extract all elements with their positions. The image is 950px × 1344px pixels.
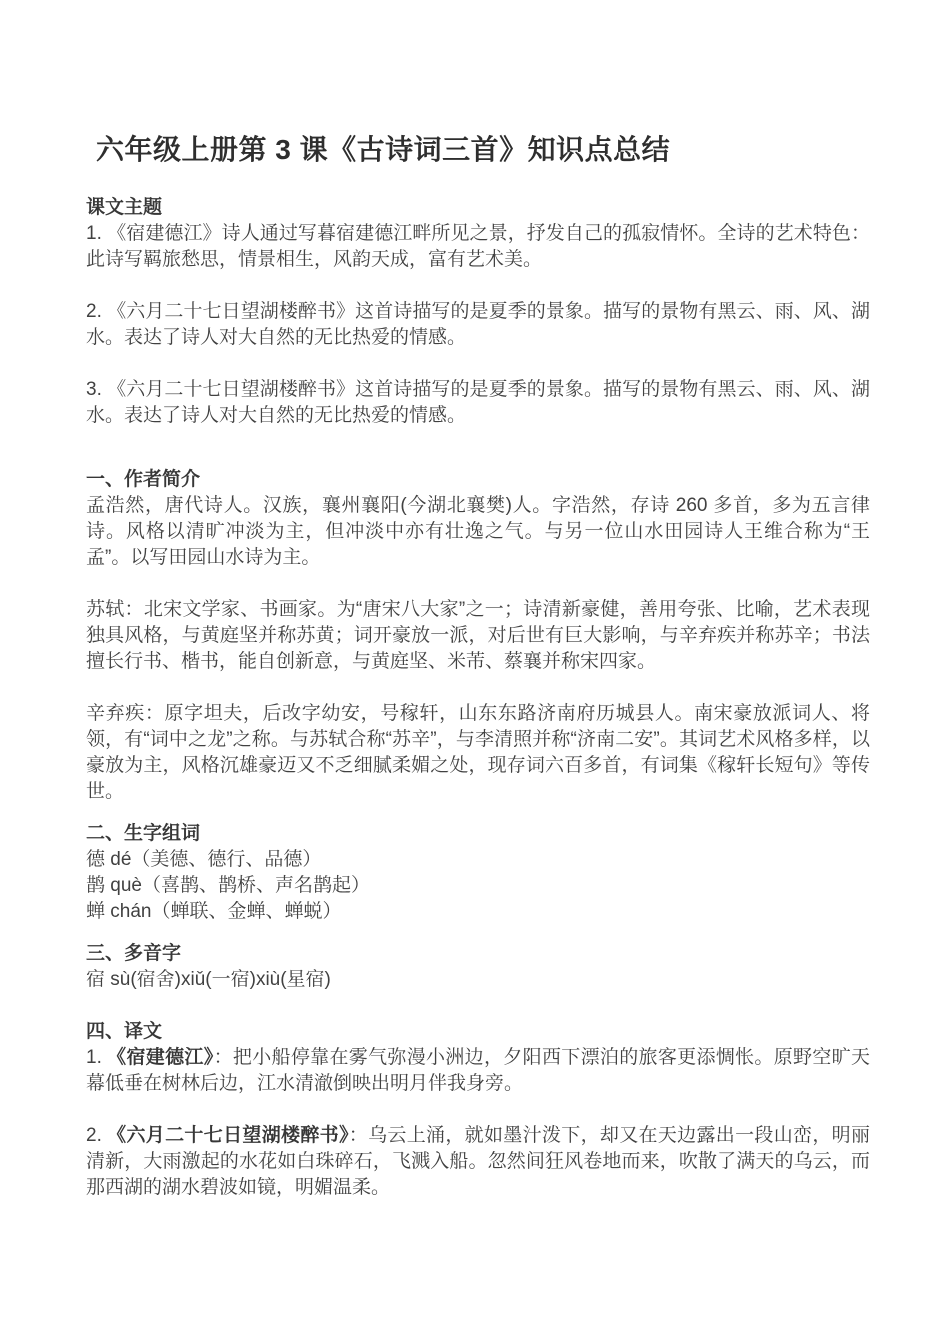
translation-item-2-poem-title: 《六月二十七日望湖楼醉书》 <box>106 1125 349 1146</box>
section-words <box>86 821 870 925</box>
translation-item-2-number: 2. <box>86 1125 102 1146</box>
translation-heading: 四、译文 <box>86 1021 163 1042</box>
words-heading: 二、生字组词 <box>86 823 201 844</box>
page-title: 六年级上册第 3 课《古诗词三首》知识点总结 <box>96 134 671 165</box>
word-entry-de: 德 dé（美德、德行、品德） <box>86 849 322 870</box>
translation-item-1-number: 1. <box>86 1047 102 1068</box>
polyphone-entry-su: 宿 sù(宿舍)xiǔ(一宿)xiù(星宿) <box>86 969 331 990</box>
translation-item-2 <box>86 1123 870 1201</box>
translation-item-2-text: ：乌云上涌，就如墨汁泼下，却又在天边露出一段山峦，明丽清新，大雨激起的水花如白珠碎石，飞溅入船。忽然间狂风卷地而来，吹散了满天的乌云，而那西湖的湖水碧波如镜，明媚温柔。 <box>86 1125 870 1198</box>
theme-item-1: 1. 《宿建德江》诗人通过写暮宿建德江畔所见之景，抒发自己的孤寂情怀。全诗的艺术特色：此诗写羁旅愁思，情景相生，风韵天成，富有艺术美。 <box>86 223 870 270</box>
author-paragraph-sushi: 苏轼：北宋文学家、书画家。为“唐宋八大家”之一；诗清新豪健，善用夸张、比喻，艺术表现独具风格，与黄庭坚并称苏黄；词开豪放一派，对后世有巨大影响，与辛弃疾并称苏辛；书法擅长行书、楷书，能自创新意，与黄庭坚、米芾、蔡襄并称宋四家。 <box>86 599 870 672</box>
theme-item-2: 2. 《六月二十七日望湖楼醉书》这首诗描写的是夏季的景象。描写的景物有黑云、雨、风、湖水。表达了诗人对大自然的无比热爱的情感。 <box>86 301 870 348</box>
translation-item-1 <box>86 1045 870 1097</box>
word-entry-que: 鹊 què（喜鹊、鹊桥、声名鹊起） <box>86 875 370 896</box>
author-paragraph-xinqiji: 辛弃疾：原字坦夫，后改字幼安，号稼轩，山东东路济南府历城县人。南宋豪放派词人、将领，有“词中之龙”之称。与苏轼合称“苏辛”，与李清照并称“济南二安”。其词艺术风格多样，以豪放为主，风格沉雄豪迈又不乏细腻柔媚之处，现存词六百多首，有词集《稼轩长短句》等传世。 <box>86 703 870 802</box>
section-authors <box>86 467 870 805</box>
author-paragraph-menghaoran: 孟浩然，唐代诗人。汉族，襄州襄阳(今湖北襄樊)人。字浩然，存诗 260 多首，多为五言律诗。风格以清旷冲淡为主，但冲淡中亦有壮逸之气。与另一位山水田园诗人王维合称为“王孟”。以写田园山水诗为主。 <box>86 495 870 568</box>
word-entry-chan: 蝉 chán（蝉联、金蝉、蝉蜕） <box>86 901 342 922</box>
section-polyphone <box>86 941 870 993</box>
translation-item-1-text: ：把小船停靠在雾气弥漫小洲边，夕阳西下漂泊的旅客更添惆怅。原野空旷天幕低垂在树林后边，江水清澈倒映出明月伴我身旁。 <box>86 1047 870 1094</box>
authors-heading: 一、作者简介 <box>86 469 201 490</box>
polyphone-heading: 三、多音字 <box>86 943 182 964</box>
theme-heading: 课文主题 <box>86 197 163 218</box>
theme-item-3: 3. 《六月二十七日望湖楼醉书》这首诗描写的是夏季的景象。描写的景物有黑云、雨、风、湖水。表达了诗人对大自然的无比热爱的情感。 <box>86 379 870 426</box>
translation-item-1-poem-title: 《宿建德江》 <box>106 1047 214 1068</box>
section-theme <box>86 195 870 429</box>
section-translation <box>86 1019 870 1201</box>
